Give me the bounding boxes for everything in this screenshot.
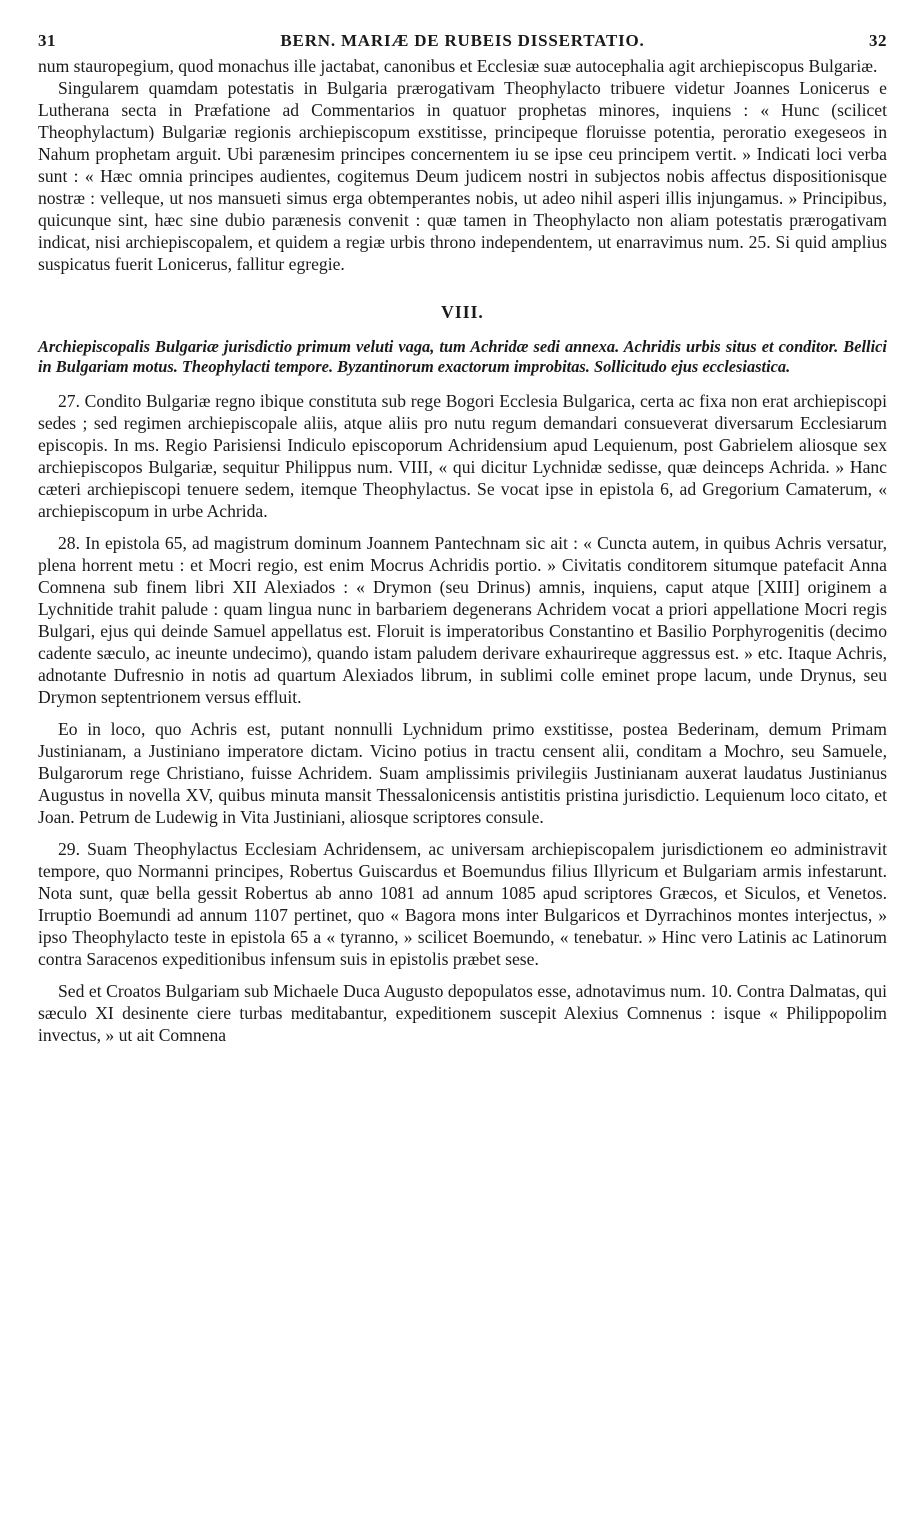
paragraph-achris-location: Eo in loco, quo Achris est, putant nonnulli Lychnidum primo exstitisse, postea Bederinam, demum Primam Justinianam, a Justiniano imperatore dictam. Vicino potius in tractu censent alii, conditam a Mochro, seu Samuele, Bulgarorum rege Christiano, fuisse Achridem. Suam amplissimis privilegiis Justinianam auxerat laudatus Justinianus Augustus in novella XV, quibus minuta mansit Thessalonicensis antistitis pristina jurisdictio. Lequienum loco citato, et Joan. Petrum de Ludewig in Vita Justiniani, aliosque scriptores consule. bbox=[38, 719, 887, 827]
section-summary: Archiepiscopalis Bulgariæ jurisdictio primum veluti vaga, tum Achridæ sedi annexa. Achridis urbis situs et conditor. Bellici in Bulgariam motus. Theophylacti tempore. Byzantinorum exactorum improbitas. Sollicitudo ejus ecclesiastica. bbox=[38, 337, 887, 376]
page-number-right: 32 bbox=[869, 31, 887, 50]
running-title: BERN. MARIÆ DE RUBEIS DISSERTATIO. bbox=[280, 31, 645, 50]
paragraph-lonicerus: Singularem quamdam potestatis in Bulgaria prærogativam Theophylacto tribuere videtur Joannes Lonicerus e Lutherana secta in Præfatione ad Commentarios in quatuor prophetas minores, inquiens : « Hunc (scilicet Theophylactum) Bulgariæ regionis archiepiscopum exstitisse, principeque floruisse potentia, peroratio exegeseos in Nahum prophetam arguit. Ubi parænesim principes concernentem iu se ipse ceu principem vertit. » Indicati loci verba sunt : « Hæc omnia principes audientes, cogitemus Deum judicem nostri in subjectos nobis affectus dispositionisque nostræ : velleque, ut nos mansueti simus erga obtemperantes nobis, ut adeo nihil asperi illis injungamus. » Principibus, quicunque sint, hæc sine dubio parænesis convenit : quæ tamen in Theophylacto non aliam potestatis prærogativam indicat, nisi archiepiscopalem, et quidem a regiæ urbis throno independentem, ut enarravimus num. 25. Si quid amplius suspicatus fuerit Lonicerus, fallitur egregie. bbox=[38, 78, 887, 274]
section-heading: VIII. bbox=[441, 302, 484, 322]
running-header bbox=[38, 30, 887, 52]
page-number-left: 31 bbox=[38, 31, 56, 50]
paragraph-27: 27. Condito Bulgariæ regno ibique constituta sub rege Bogori Ecclesia Bulgarica, certa ac fixa non erat archiepiscopi sedes ; sed regimen archiepiscopale aliis, atque aliis pro nutu regum demandari consueverat diversarum Ecclesiarum episcopis. In ms. Regio Parisiensi Indiculo episcoporum Achridensium apud Lequienum, post Gabrielem aliosque sex archiepiscopos Bulgariæ, sequitur Philippus num. VIII, « qui dicitur Lychnidæ sedisse, quæ deinceps Achrida. » Hanc cæteri archiepiscopi tenuere sedem, itemque Theophylactus. Se vocat ipse in epistola 6, ad Gregorium Camaterum, « archiepiscopum in urbe Achrida. bbox=[38, 391, 887, 521]
paragraph-28: 28. In epistola 65, ad magistrum dominum Joannem Pantechnam sic ait : « Cuncta autem, in quibus Achris versatur, plena horrent metu : et Mocri regio, est enim Mocrus Achridis portio. » Civitatis conditorem situmque patefacit Anna Comnena sub finem libri XII Alexiados : « Drymon (seu Drinus) amnis, inquiens, caput atque [XIII] originem a Lychnitide trahit palude : quam lingua nunc in barbariem degenerans Achridem vocat a priori appellatione Mocri regis Bulgari, ejus qui deinde Samuel appellatus est. Floruit is imperatoribus Constantino et Basilio Porphyrogenitis (decimo cadente sæculo, ac ineunte undecimo), quando istam paludem derivare exhaurireque aggressus est. » etc. Itaque Achris, adnotante Dufresnio in notis ad quartum Alexiados librum, in sublimi colle eminet prope lacum, unde Drynus, seu Drymon septentrionem versus effluit. bbox=[38, 533, 887, 707]
paragraph-continued: num stauropegium, quod monachus ille jactabat, canonibus et Ecclesiæ suæ autocephalia agit archiepiscopus Bulgariæ. bbox=[38, 56, 878, 76]
paragraph-29: 29. Suam Theophylactus Ecclesiam Achridensem, ac universam archiepiscopalem jurisdictionem eo administravit tempore, quo Normanni principes, Robertus Guiscardus et Boemundus filius Illyricum et Bulgariam armis infestarunt. Nota sunt, quæ bella gessit Robertus ab anno 1081 ad annum 1085 apud scriptores Græcos, et Siculos, et Venetos. Irruptio Boemundi ad annum 1107 pertinet, quo « Bagora mons inter Bulgaricos et Dyrrachinos montes interjectus, » ipso Theophylacto teste in epistola 65 a « tyranno, » scilicet Boemundo, « tenebatur. » Hinc vero Latinis ac Latinorum contra Saracenos expeditionibus infensum suis in epistolis præbet sese. bbox=[38, 839, 887, 969]
paragraph-croatos: Sed et Croatos Bulgariam sub Michaele Duca Augusto depopulatos esse, adnotavimus num. 10. Contra Dalmatas, qui sæculo XI desinente ciere turbas meditabantur, expeditionem suscepit Alexius Comnenus : isque « Philippopolim invectus, » ut ait Comnena bbox=[38, 981, 887, 1045]
